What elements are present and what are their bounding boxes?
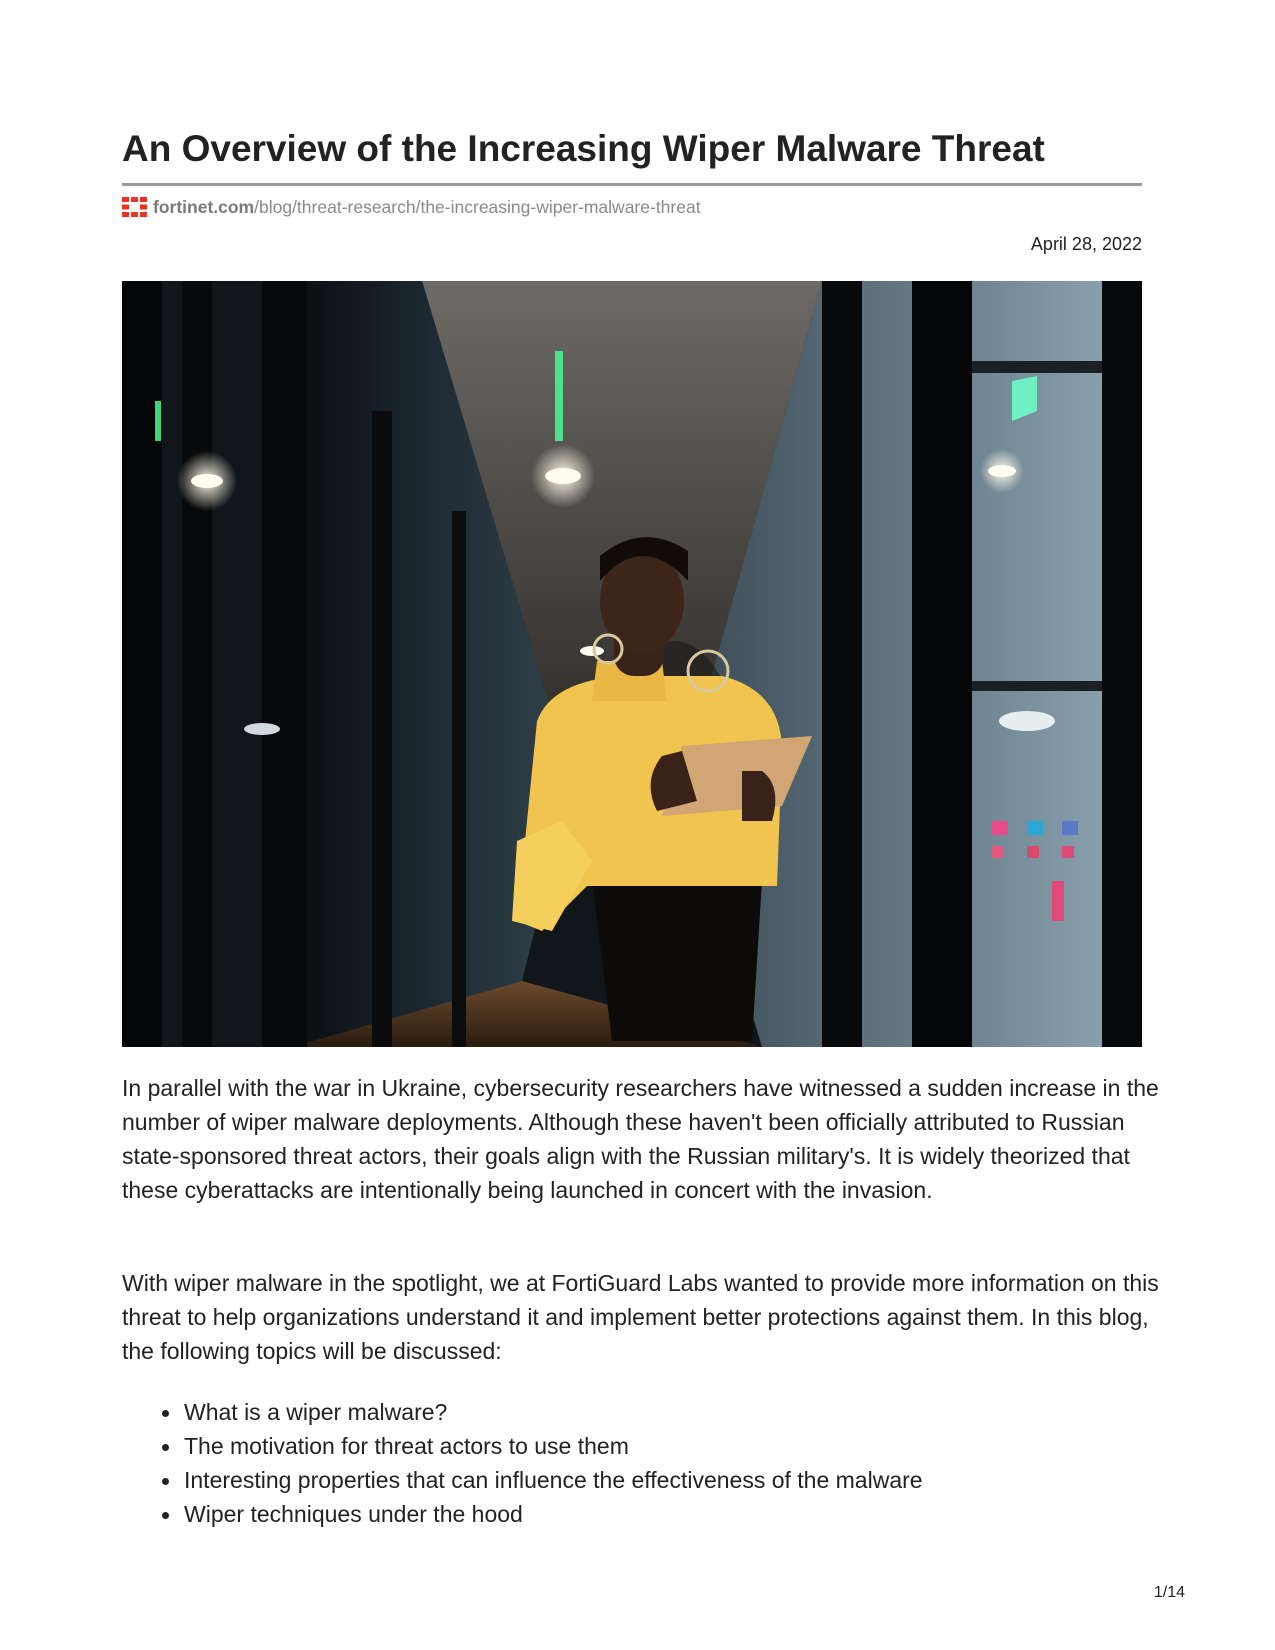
list-item-text: The motivation for threat actors to use them bbox=[184, 1433, 629, 1459]
fortinet-logo-icon bbox=[122, 197, 147, 217]
intro-paragraph: In parallel with the war in Ukraine, cybersecurity researchers have witnessed a sudden increase in the number of wiper malware deployments. Although these haven't been officially attributed to Russian state-sponsored threat actors, their goals align with the Russian military's. It is widely theorized that these cyberattacks are intentionally being launched in concert with the invasion. bbox=[122, 1075, 1159, 1203]
title-divider bbox=[122, 183, 1142, 186]
source-url[interactable] bbox=[122, 196, 701, 218]
list-item bbox=[122, 1463, 923, 1497]
topics-intro-paragraph: With wiper malware in the spotlight, we at FortiGuard Labs wanted to provide more information on this threat to help organizations understand it and implement better protections against them. In this blog, the following topics will be discussed: bbox=[122, 1270, 1159, 1364]
article-title: An Overview of the Increasing Wiper Malware Threat bbox=[122, 128, 1045, 169]
source-path[interactable]: /blog/threat-research/the-increasing-wiper-malware-threat bbox=[254, 196, 701, 217]
bullet-icon bbox=[162, 1410, 169, 1417]
page-number: 1/14 bbox=[1153, 1584, 1185, 1601]
topics-list bbox=[122, 1395, 923, 1531]
list-item bbox=[122, 1395, 923, 1429]
bullet-icon bbox=[162, 1478, 169, 1485]
list-item-text: What is a wiper malware? bbox=[184, 1399, 448, 1425]
bullet-icon bbox=[162, 1512, 169, 1519]
list-item bbox=[122, 1497, 923, 1531]
bullet-icon bbox=[162, 1444, 169, 1451]
list-item-text: Interesting properties that can influence the effectiveness of the malware bbox=[184, 1467, 923, 1493]
hero-image bbox=[122, 281, 1142, 1047]
source-domain[interactable]: fortinet.com bbox=[153, 196, 255, 217]
list-item-text: Wiper techniques under the hood bbox=[184, 1501, 523, 1527]
list-item bbox=[122, 1429, 923, 1463]
publish-date: April 28, 2022 bbox=[1030, 234, 1142, 254]
